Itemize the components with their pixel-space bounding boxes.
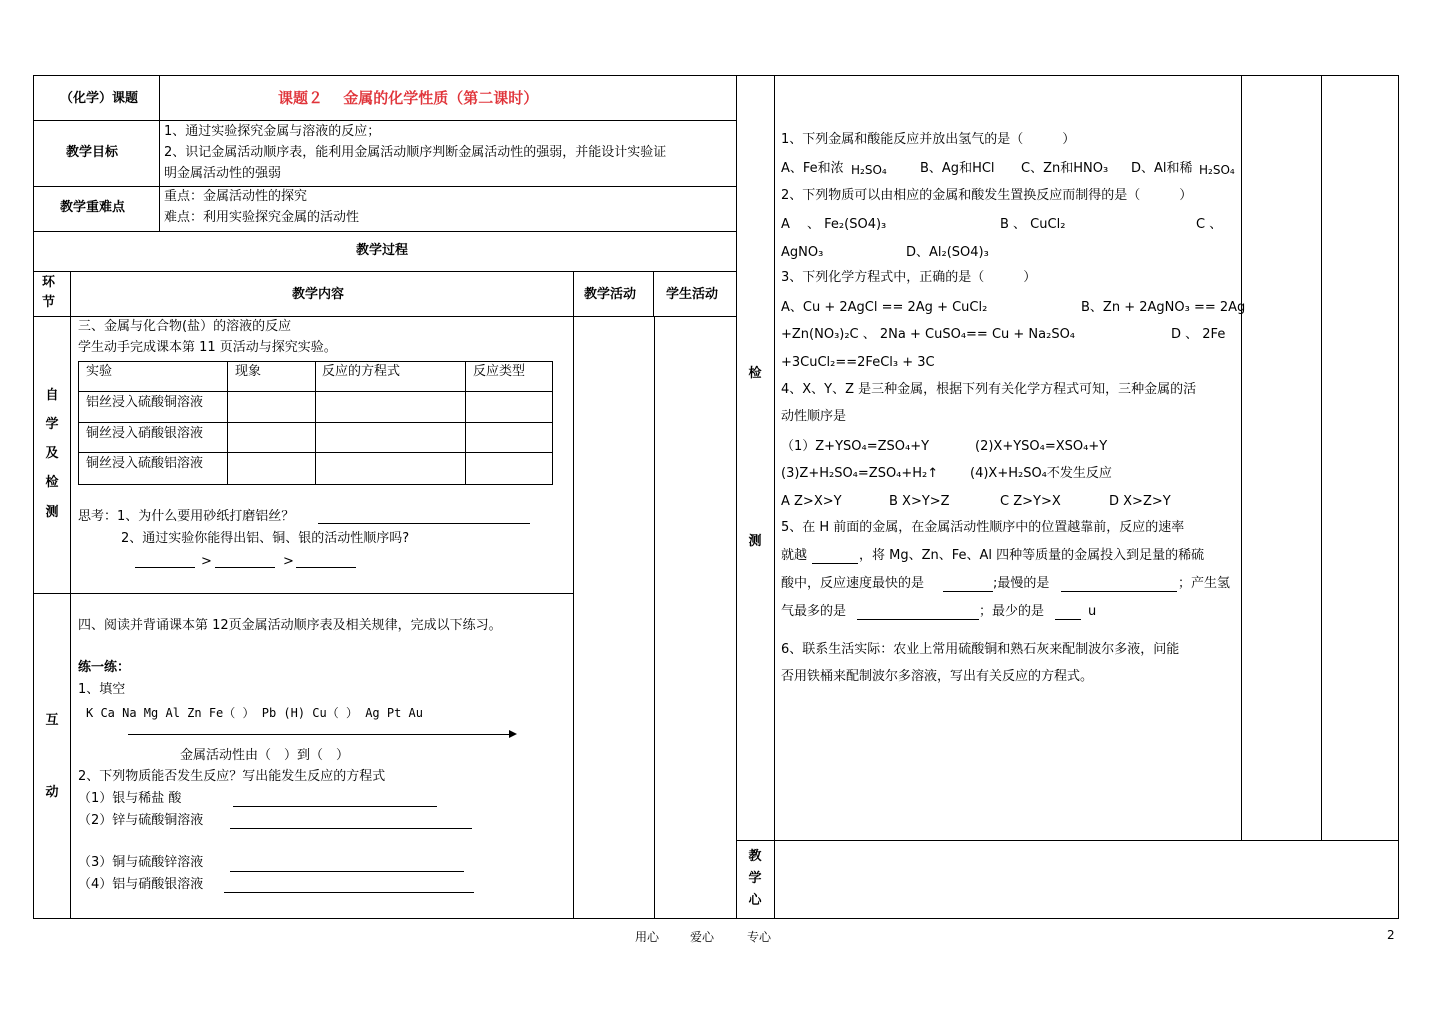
q5-line-3a: 酸中，反应速度最快的是 [781, 576, 925, 591]
answer-blank[interactable] [318, 523, 530, 524]
check-question-6-cont: 否用铁桶来配制波尔多溶液，写出有关反应的方程式。 [781, 669, 1094, 684]
reaction-item: （3）铜与硫酸锌溶液 [78, 855, 204, 870]
table-header-experiment: 实验 [86, 364, 113, 379]
answer-blank[interactable] [224, 892, 474, 893]
teacher-column-header: 教学活动 [584, 287, 637, 302]
label-char: 测 [45, 505, 59, 520]
q1-option-a: A、Fe和浓 [781, 161, 844, 176]
process-label: 教学过程 [356, 243, 409, 258]
q1-option-c: C、Zn和HNO₃ [1021, 161, 1109, 176]
answer-blank[interactable] [230, 828, 472, 829]
reaction-question: 2、下列物质能否发生反应？写出能发生反应的方程式 [78, 769, 386, 784]
table-row: 铜丝浸入硫酸铝溶液 [86, 456, 204, 471]
subject-label: （化学）课题 [60, 91, 139, 106]
q3-option-a: A、Cu + 2AgCl == 2Ag + CuCl₂ [781, 300, 988, 315]
label-char: 教 [748, 849, 762, 864]
lesson-title: 课题２ 金属的化学性质（第二课时） [278, 89, 539, 107]
objectives-label: 教学目标 [66, 145, 119, 160]
difficult-point: 难点：利用实验探究金属的活动性 [164, 210, 360, 225]
table-header-phenomenon: 现象 [235, 364, 262, 379]
think-question-1: 思考：1、为什么要用砂纸打磨铝丝？ [78, 509, 295, 524]
section-intro: 学生动手完成课本第 11 页活动与探究实验。 [78, 340, 337, 355]
q4-equation-4: (4)X+H₂SO₄不发生反应 [970, 466, 1112, 481]
activity-series: K Ca Na Mg Al Zn Fe（ ） Pb (H) Cu（ ） Ag Pt Au [86, 706, 423, 720]
answer-blank[interactable] [215, 567, 275, 568]
q2-option-d: D、Al₂(SO4)₃ [906, 245, 989, 260]
q1-option-b: B、Ag和HCl [920, 161, 995, 176]
answer-blank[interactable] [233, 806, 437, 807]
arrow-head-icon [509, 730, 517, 738]
think-question-2: 2、通过实验你能得出铝、铜、银的活动性顺序吗? [121, 531, 410, 546]
answer-blank[interactable] [135, 567, 195, 568]
answer-blank[interactable] [857, 619, 979, 620]
q3-option-c: +Zn(NO₃)₂C 、 2Na + CuSO₄== Cu + Na₂SO₄ [781, 327, 1076, 342]
answer-blank[interactable] [1061, 591, 1177, 592]
reaction-item: （4）铝与硝酸银溶液 [78, 877, 204, 892]
q1-option-a-acid: H₂SO₄ [851, 163, 887, 177]
page-number: 2 [1387, 928, 1395, 942]
answer-blank[interactable] [812, 563, 858, 564]
objective-1: 1、通过实验探究金属与溶液的反应； [164, 124, 381, 139]
q5-line-2b: ，将 Mg、Zn、Fe、Al 四种等质量的金属投入到足量的稀硫 [859, 548, 1205, 563]
label-char: 自 [45, 388, 59, 403]
reaction-item: （2）锌与硫酸铜溶液 [78, 813, 204, 828]
check-question-2: 2、下列物质可以由相应的金属和酸发生置换反应而制得的是（ ） [781, 188, 1193, 203]
reaction-item: （1）银与稀盐 酸 [78, 791, 182, 806]
label-char: 检 [748, 366, 762, 381]
footer-word: 用心 [635, 930, 660, 944]
check-question-6: 6、联系生活实际：农业上常用硫酸铜和熟石灰来配制波尔多液，问能 [781, 642, 1180, 657]
student-column-header: 学生活动 [666, 287, 719, 302]
q5-line-4b: ；最少的是 [979, 604, 1045, 619]
key-points-label: 教学重难点 [60, 200, 126, 215]
label-char: 学 [748, 871, 762, 886]
key-point: 重点：金属活动性的探究 [164, 189, 308, 204]
greater-than: > [283, 554, 294, 569]
label-char: 动 [45, 785, 59, 800]
content-column-header: 教学内容 [292, 287, 345, 302]
label-char: 互 [45, 713, 59, 728]
q3-option-d-cont: +3CuCl₂==2FeCl₃ + 3C [781, 355, 935, 370]
answer-blank[interactable] [1055, 619, 1081, 620]
table-row: 铜丝浸入硝酸银溶液 [86, 426, 204, 441]
label-char: 心 [748, 893, 762, 908]
label-char: 测 [748, 534, 762, 549]
footer-word: 爱心 [690, 930, 715, 944]
table-row: 铝丝浸入硫酸铜溶液 [86, 395, 204, 410]
section-heading: 三、金属与化合物(盐）的溶液的反应 [78, 319, 292, 334]
q4-option-d: D X>Z>Y [1109, 494, 1171, 509]
label-char: 学 [45, 417, 59, 432]
check-question-3: 3、下列化学方程式中，正确的是（ ） [781, 270, 1037, 285]
q2-option-a: A 、 Fe₂(SO4)₃ [781, 217, 887, 232]
table-header-equation: 反应的方程式 [322, 364, 401, 379]
q3-option-b: B、Zn + 2AgNO₃ == 2Ag [1081, 300, 1246, 315]
q4-equation-2: (2)X+YSO₄=XSO₄+Y [975, 439, 1108, 454]
table-header-type: 反应类型 [473, 364, 526, 379]
check-question-1: 1、下列金属和酸能反应并放出氢气的是（ ） [781, 132, 1076, 147]
label-char: 检 [45, 475, 59, 490]
q5-line-3c: ；产生氢 [1178, 576, 1231, 591]
objective-3: 明金属活动性的强弱 [164, 166, 282, 181]
q1-option-d: D、Al和稀 [1131, 161, 1193, 176]
answer-blank[interactable] [943, 591, 993, 592]
q5-line-4c: u [1088, 604, 1097, 619]
answer-blank[interactable] [296, 567, 356, 568]
q5-line-3b: ;最慢的是 [993, 576, 1050, 591]
label-char: 及 [45, 446, 59, 461]
stage-column-header: 环节 [42, 275, 56, 310]
practice-heading: 练一练： [78, 660, 131, 675]
q3-option-d: D 、 2Fe [1171, 327, 1226, 342]
activity-order-question: 金属活动性由（ ）到（ ） [180, 748, 350, 763]
greater-than: > [201, 554, 212, 569]
check-question-4-cont: 动性顺序是 [781, 409, 847, 424]
footer-word: 专心 [747, 930, 772, 944]
q4-equation-1: （1）Z+YSO₄=ZSO₄+Y [781, 439, 930, 454]
q5-line-4a: 气最多的是 [781, 604, 847, 619]
q2-option-c: C 、 [1196, 217, 1223, 232]
q2-option-b: B 、 CuCl₂ [1000, 217, 1066, 232]
fill-question: 1、填空 [78, 682, 126, 697]
q4-option-b: B X>Y>Z [889, 494, 950, 509]
arrow [128, 734, 514, 735]
q2-option-c-value: AgNO₃ [781, 245, 824, 260]
q4-equation-3: (3)Z+H₂SO₄=ZSO₄+H₂↑ [781, 466, 939, 481]
section-heading: 四、阅读并背诵课本第 12页金属活动顺序表及相关规律，完成以下练习。 [78, 618, 502, 633]
q5-line-2a: 就越 [781, 548, 808, 563]
check-question-4: 4、X、Y、Z 是三种金属，根据下列有关化学方程式可知，三种金属的活 [781, 382, 1197, 397]
q1-option-d-acid: H₂SO₄ [1199, 163, 1235, 177]
q4-option-c: C Z>Y>X [1000, 494, 1061, 509]
objective-2: 2、识记金属活动顺序表，能利用金属活动顺序判断金属活动性的强弱，并能设计实验证 [164, 145, 667, 160]
check-question-5: 5、在 H 前面的金属，在金属活动性顺序中的位置越靠前，反应的速率 [781, 520, 1185, 535]
q4-option-a: A Z>X>Y [781, 494, 842, 509]
answer-blank[interactable] [230, 871, 464, 872]
